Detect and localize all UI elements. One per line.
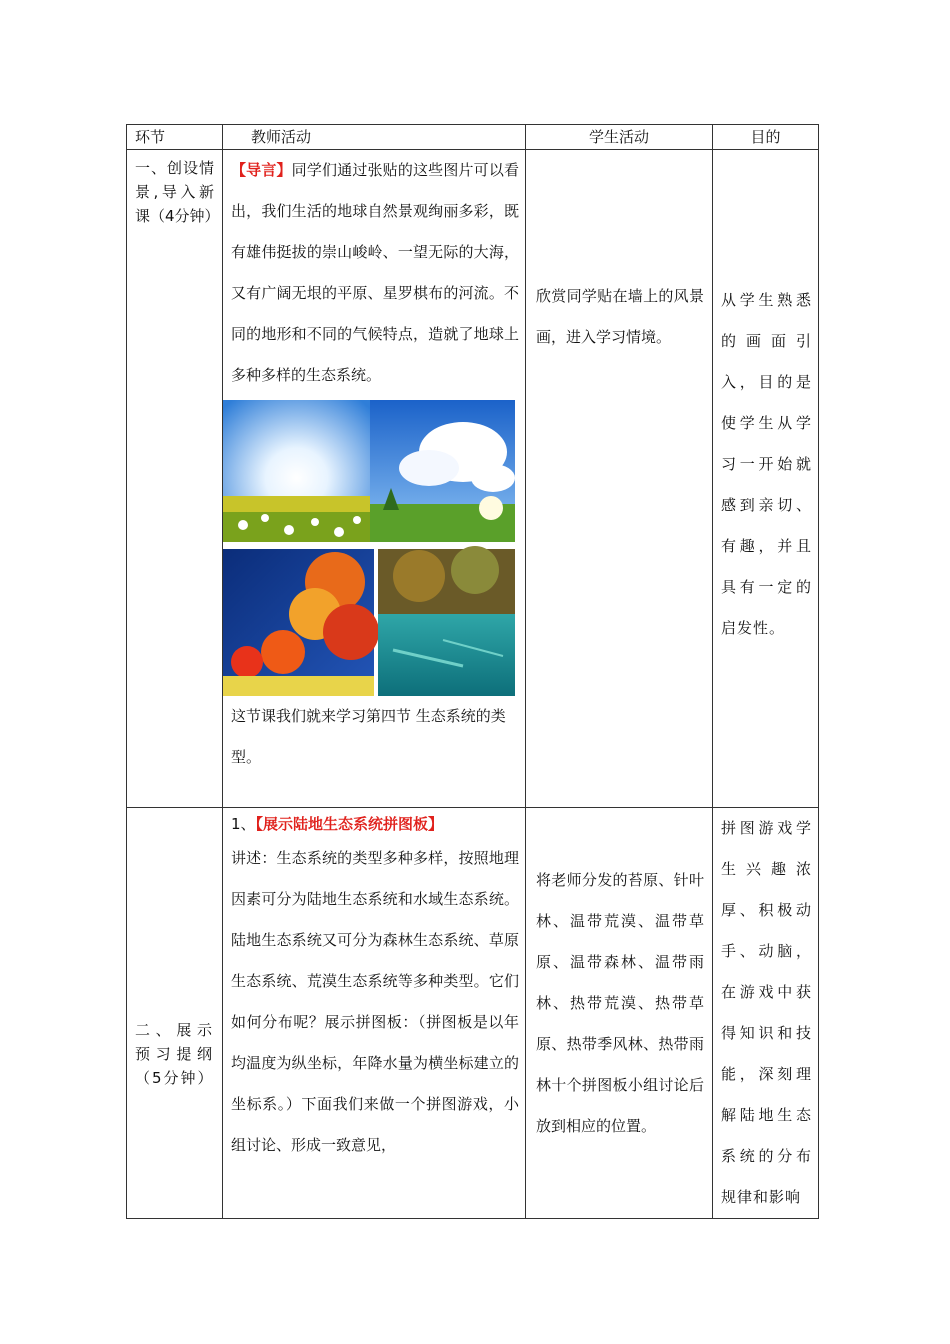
teacher-cell <box>223 150 526 808</box>
purpose-text: 拼图游戏学生兴趣浓厚、积极动手、动脑，在游戏中获得知识和技能，深刻理解陆地生态系统的分布规律和影响 <box>721 819 812 1206</box>
phase-cell <box>127 808 223 1219</box>
item-title: 【展示陆地生态系统拼图板】 <box>255 815 444 833</box>
clear-pool-photo <box>378 546 515 696</box>
teacher-item-heading <box>223 810 525 838</box>
header-student: 学生活动 <box>526 125 713 150</box>
lesson-plan-table <box>126 124 819 1219</box>
student-cell <box>526 150 713 808</box>
sunny-meadow-photo <box>223 400 370 542</box>
phase-text: 二、展示预习提纲（5分钟） <box>135 1021 215 1087</box>
teacher-intro <box>223 150 525 396</box>
autumn-lake-photo <box>223 549 379 696</box>
header-phase: 环节 <box>127 125 223 150</box>
teacher-cell <box>223 808 526 1219</box>
table-row <box>127 150 819 808</box>
header-purpose: 目的 <box>713 125 819 150</box>
intro-tag: 【导言】 <box>231 161 292 179</box>
table-row <box>127 808 819 1219</box>
intro-text: 同学们通过张贴的这些图片可以看出，我们生活的地球自然景观绚丽多彩，既有雄伟挺拔的崇山峻岭、一望无际的大海，又有广阔无垠的平原、星罗棋布的河流。不同的地形和不同的气候特点，造就了地球上多种多样的生态系统。 <box>231 161 519 384</box>
landscape-photo-collage <box>223 400 515 696</box>
purpose-cell <box>713 150 819 808</box>
table-header-row <box>127 125 819 150</box>
teacher-closing: 这节课我们就来学习第四节 生态系统的类型。 <box>231 707 506 766</box>
phase-cell <box>127 150 223 808</box>
student-cell <box>526 808 713 1219</box>
student-activity: 将老师分发的苔原、针叶林、温带荒漠、温带草原、温带森林、温带雨林、热带荒漠、热带草原、热带季风林、热带雨林十个拼图板小组讨论后放到相应的位置。 <box>536 871 704 1135</box>
clouds-field-photo <box>370 400 515 542</box>
phase-text: 一、创设情景,导入新课（4分钟） <box>135 159 220 225</box>
teacher-explanation: 讲述：生态系统的类型多种多样，按照地理因素可分为陆地生态系统和水域生态系统。陆地生态系统又可分为森林生态系统、草原生态系统、荒漠生态系统等多种类型。它们如何分布呢？展示拼图板：（拼图板是以年均温度为纵坐标，年降水量为横坐标建立的坐标系。）下面我们来做一个拼图游戏，小组讨论、形成一致意见， <box>231 849 519 1154</box>
student-activity: 欣赏同学贴在墙上的风景画，进入学习情境。 <box>536 287 704 346</box>
header-teacher: 教师活动 <box>223 125 526 150</box>
purpose-text: 从学生熟悉的画面引入，目的是使学生从学习一开始就感到亲切、有趣，并且具有一定的启发性。 <box>721 291 812 637</box>
item-number: 1、 <box>231 815 256 833</box>
purpose-cell <box>713 808 819 1219</box>
